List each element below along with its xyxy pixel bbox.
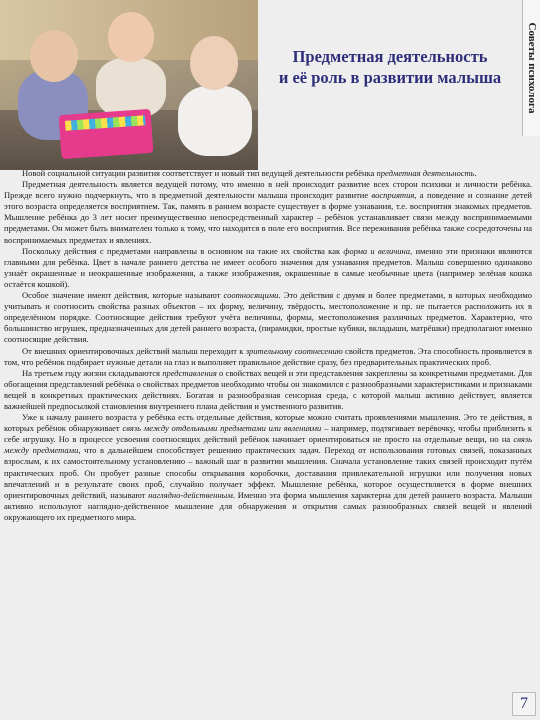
child-right-head: [190, 36, 238, 90]
article-body: [4, 168, 532, 523]
paragraph-text: . Это действия с двумя и более предметами, в которых необходимо учитывать и соотносить свойства разных объектов – их форму, величину, твёрдость, местоположение и пр. не пытается расположить их в определённом порядке. Соотносящие действия требуют учёта величины, формы, местоположения различных предметов. Характерно, что большинство игрушек, предназначенных для детей раннего возраста, (пирамидки, простые кубики, вкладыши, матрёшки) предполагают именно соотносящие действия.: [4, 290, 532, 345]
section-tab-label: Советы психолога: [526, 22, 538, 114]
paragraph-text: Новой социальной ситуации развития соответствует и новый тип ведущей деятельности ребёнка: [22, 168, 377, 178]
paragraph: [4, 412, 532, 523]
child-left-head: [30, 30, 78, 82]
child-middle-head: [108, 12, 154, 62]
paragraph-text: – например, подтягивает верёвочку, чтобы приблизить к себе игрушку. Но в процессе усвоения соотносящих действий ребёнок начинает ориентироваться не просто на отдельные вещи, но на: [4, 423, 533, 445]
emphasis: связь между предметами: [4, 434, 532, 456]
paragraph-text: , именно эти признаки являются главными для ребёнка. Цвет в начале раннего детства не имеет особого значения для узнавания предметов. Малыш совершенно одинаково узнаёт окрашенные и неокрашенные изображения, а также изображения, окрашенные в самые необычные цвета (например зелёная кошка остаётся кошкой).: [4, 245, 532, 289]
emphasis: соотносящими: [223, 290, 279, 301]
paragraph-text: Уже к началу раннего возраста у ребёнка есть отдельные действия, которые можно считать проявлениями мышления. Это те действия, в которых ребёнок обнаруживает: [4, 412, 532, 434]
paragraph-text: Предметная деятельность является ведущей потому, что именно в ней происходит развитие всех сторон психики и личности ребёнка. Прежде всего нужно подчеркнуть, что в предметной деятельности малыша происходит развитие: [4, 179, 532, 201]
children-playing-photo: [0, 0, 258, 170]
paragraph: [4, 368, 532, 412]
child-right-body: [178, 86, 252, 156]
paragraph-text: , что в дальнейшем способствует решению практических задач. Переход от использования готовых связей, показанных взрослым, к их самостоятельному установлению – важный шаг в развитии мышления. Сначала установление таких связей происходит путём практических проб. Он пробует разные способы открывания коробочки, доставания привлекательной игрушки или получения новых впечатлений и в результате своих проб, случайно получает эффект. Мышление ребёнка, которое осуществляется в форме внешних ориентировочных действий, называют: [4, 445, 532, 500]
child-middle-body: [96, 58, 166, 118]
paragraph-text: На третьем году жизни складываются: [22, 367, 163, 378]
toy-box: [59, 109, 154, 159]
paragraph: [4, 179, 532, 246]
paragraph-text: Особое значение имеют действия, которые называют: [22, 290, 224, 301]
paragraph: [4, 290, 532, 345]
emphasis: связь между отдельными предметами или явлениями: [122, 423, 322, 434]
paragraph: [4, 168, 532, 179]
paragraph-text: свойств предметов. Эта способность проявляется в том, что ребёнок подбирает нужные детали на глаз и выполняет правильное действие сразу, без предварительных практических проб.: [4, 345, 532, 367]
emphasis: форма и величина: [343, 245, 411, 256]
emphasis: зрительному соотнесению: [245, 345, 343, 356]
page-number: 7: [512, 692, 536, 716]
paragraph-text: .: [474, 168, 477, 178]
paragraph-text: Поскольку действия с предметами направлены в основном на такие их свойства как: [22, 245, 344, 256]
article-title: [262, 46, 518, 88]
emphasis: представления: [162, 367, 217, 378]
title-line-1: Предметная деятельность: [292, 47, 488, 66]
paragraph-text: От внешних ориентировочных действий малыш переходит к: [22, 345, 246, 356]
section-tab: [522, 0, 540, 136]
paragraph-text: . Именно эта форма мышления характерна для детей раннего возраста. Малыши активно используют наглядно-действенное мышление для обнаружения и открытия самых разнообразных связей вещей и явлений окружающего их предметного мира.: [4, 489, 532, 522]
title-line-2: и её роль в развитии малыша: [278, 68, 502, 87]
paragraph-text: о свойствах вещей и эти представления закреплены за конкретными предметами. Для обогащения представлений ребёнка о свойствах предметов необходимо чтобы он знакомился с разнообразными характеристиками и признаками вещей в конкретных практических действиях. Богатая и разнообразная сенсорная среда, с которой малыш активно действует, является важнейшей предпосылкой становления внутреннего плана действия и умственного развития.: [4, 367, 532, 411]
emphasis: восприятия: [371, 190, 415, 201]
emphasis: наглядно-действенным: [148, 489, 233, 500]
emphasis: предметная деятельность: [376, 168, 475, 178]
paragraph-text: , а поведение и сознание детей этого возраста определяется восприятием. Так, память в раннем возрасте существует в форме узнавания, т.е. восприятия знакомых предметов. Мышление ребёнка до 3 лет носит преимущественно непосредственный характер – ребёнок устанавливает связи между воспринимаемыми предметами. Он может быть внимателен только к тому, что находится в поле его восприятия. Все переживания ребёнка также сосредоточены на воспринимаемых предметах и явлениях.: [4, 190, 533, 245]
paragraph: [4, 246, 532, 290]
paragraph: [4, 346, 532, 368]
